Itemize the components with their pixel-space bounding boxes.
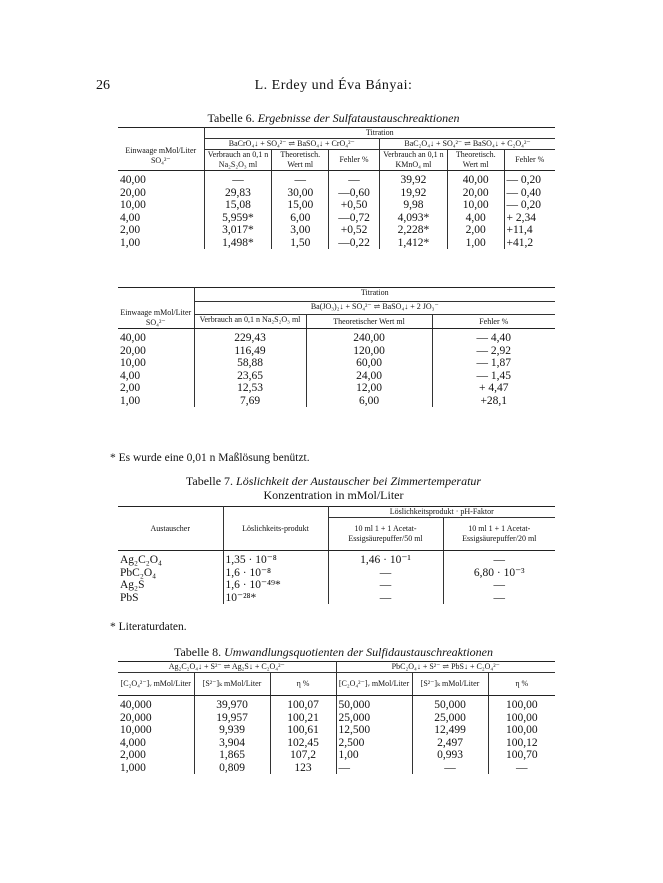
table6b-group-header: Titration [194, 288, 555, 302]
running-title: L. Erdey und Éva Bányai: [254, 78, 413, 93]
table-cell: 7,69 [194, 395, 306, 408]
page-number: 26 [96, 78, 110, 93]
table-cell: PbS [120, 591, 139, 604]
table-cell: 3,00 [272, 224, 329, 237]
table-cell: 1,6 · 10⁻⁴⁹* [223, 579, 328, 592]
table-cell: 107,2 [270, 749, 336, 762]
table-cell: — 4,40 [432, 329, 555, 345]
table-row [118, 329, 555, 345]
table-row [118, 737, 555, 750]
table-row [118, 551, 555, 567]
table-cell: — [443, 551, 555, 567]
table6-col-theor-left: Theoretisch. Wert ml [272, 150, 329, 171]
table-cell: 12,00 [306, 382, 432, 395]
table7-footnote: * Literaturdaten. [110, 621, 187, 633]
table-cell: — [204, 171, 272, 187]
table8-col-s-right: [S²⁻]ₖ mMol/Liter [412, 673, 488, 696]
table-cell: 1,498* [204, 237, 272, 250]
table-cell: 0,809 [194, 762, 270, 775]
table-cell: + 4,47 [432, 382, 555, 395]
table6-col-fehler-left: Fehler % [329, 150, 380, 171]
table7-caption: Tabelle 7. Löslichkeit der Austauscher bei Zimmertemperatur [185, 474, 482, 488]
table-cell: 120,00 [306, 345, 432, 358]
table-row [118, 357, 555, 370]
table-row [118, 762, 555, 775]
table-cell: 1,46 · 10⁻¹ [328, 551, 443, 567]
table-cell: 4,00 [120, 369, 141, 382]
table7-col-puffer-50: 10 ml 1 + 1 Acetat-Essigsäurepuffer/50 ml [328, 518, 443, 551]
table-cell: 30,00 [272, 187, 329, 200]
table-cell: 4,093* [379, 212, 447, 225]
table6b-col-fehler: Fehler % [432, 315, 555, 329]
table-row [118, 724, 555, 737]
table-cell: 10⁻²⁸* [223, 592, 328, 605]
table-cell: +0,52 [329, 224, 380, 237]
table-cell: +41,2 [504, 237, 555, 250]
table-cell: — 1,87 [432, 357, 555, 370]
table-cell: — [328, 579, 443, 592]
table-cell: PbC₂O₄ [120, 566, 157, 579]
table-cell: 1,00 [120, 236, 141, 249]
table-cell: 2,00 [447, 224, 504, 237]
table6b-einwaage-header: Einwaage mMol/Liter SO₄²⁻ [118, 288, 194, 329]
table7 [118, 506, 555, 604]
table6b [118, 287, 555, 407]
table-cell: 4,00 [120, 211, 141, 224]
table-row [118, 579, 555, 592]
table-cell: — 0,20 [504, 199, 555, 212]
table-cell: 116,49 [194, 345, 306, 358]
table-cell: +0,50 [329, 199, 380, 212]
table-cell: 1,50 [272, 237, 329, 250]
table-cell: — [443, 592, 555, 605]
table6b-col-verbrauch: Verbrauch an 0,1 n Na₂S₂O₃ ml [194, 315, 306, 329]
table-row [118, 592, 555, 605]
table-cell: 6,80 · 10⁻³ [443, 567, 555, 580]
table8-col-c2o4-left: [C₂O₄²⁻]ᵥ mMol/Liter [118, 673, 194, 696]
table-cell: +11,4 [504, 224, 555, 237]
table-row [118, 237, 555, 250]
table-cell: 15,00 [272, 199, 329, 212]
table8-col-eta-left: η % [270, 673, 336, 696]
table-cell: 3,017* [204, 224, 272, 237]
table-cell: 1,412* [379, 237, 447, 250]
table-cell: 240,00 [306, 329, 432, 345]
table-cell: 2,497 [412, 737, 488, 750]
table-cell: 1,00 [336, 749, 412, 762]
table-cell: — [443, 579, 555, 592]
table-cell: — [336, 762, 412, 775]
table7-subtitle: Konzentration in mMol/Liter [263, 488, 404, 502]
table8-reaction-right: PbC₂O₄↓ + S²⁻ ⇌ PbS↓ + C₂O₄²⁻ [336, 662, 555, 673]
table6b-col-theor: Theoretischer Wert ml [306, 315, 432, 329]
table-row [118, 382, 555, 395]
table-cell: 1,6 · 10⁻⁸ [223, 567, 328, 580]
table-row [118, 224, 555, 237]
table-cell: 19,92 [379, 187, 447, 200]
table-cell: 2,00 [120, 382, 141, 394]
table6-einwaage-header: Einwaage mMol/Liter SO₄²⁻ [118, 128, 204, 171]
table-cell: 6,00 [272, 212, 329, 225]
table-cell: 40,00 [120, 332, 146, 344]
table-cell: 2,000 [120, 749, 146, 761]
table6-group-header: Titration [204, 128, 555, 139]
table-cell: 100,61 [270, 724, 336, 737]
table6-col-fehler-right: Fehler % [504, 150, 555, 171]
table-cell: 100,00 [488, 712, 555, 725]
table-row [118, 696, 555, 712]
table-cell: —0,72 [329, 212, 380, 225]
table8-col-s-left: [S²⁻]ₖ mMol/Liter [194, 673, 270, 696]
table-cell: 12,500 [336, 724, 412, 737]
table6-col-verbrauch-left: Verbrauch an 0,1 n Na₂S₂O₃ ml [204, 150, 272, 171]
table-cell: 24,00 [306, 370, 432, 383]
table6-reaction-right: BaC₂O₄↓ + SO₄²⁻ ⇌ BaSO₄↓ + C₂O₄²⁻ [379, 139, 555, 150]
table-row [118, 712, 555, 725]
table-row [118, 567, 555, 580]
table-cell: 1,35 · 10⁻⁸ [223, 551, 328, 567]
table-cell: 100,07 [270, 696, 336, 712]
table-cell: — 0,20 [504, 171, 555, 187]
table7-col-puffer-20: 10 ml 1 + 1 Acetat-Essigsäurepuffer/20 ml [443, 518, 555, 551]
table-cell: 29,83 [204, 187, 272, 200]
table-cell: 229,43 [194, 329, 306, 345]
table-cell: 6,00 [306, 395, 432, 408]
table6 [118, 127, 555, 249]
table8-caption: Tabelle 8. Umwandlungsquotienten der Sulfidaustauschreaktionen [173, 645, 493, 659]
table-cell: 1,865 [194, 749, 270, 762]
table-cell: + 2,34 [504, 212, 555, 225]
table8-reaction-left: Ag₂C₂O₄↓ + S²⁻ ⇌ Ag₂S↓ + C₂O₄²⁻ [118, 662, 336, 673]
table-cell: 123 [270, 762, 336, 775]
table-row [118, 370, 555, 383]
table-cell: 100,21 [270, 712, 336, 725]
table-cell: 1,000 [120, 761, 146, 774]
page-header [96, 78, 571, 96]
table8-col-eta-right: η % [488, 673, 555, 696]
table-cell: 5,959* [204, 212, 272, 225]
table-cell: — [272, 171, 329, 187]
table-cell: 50,000 [412, 696, 488, 712]
table6-reaction-left: BaCrO₄↓ + SO₄²⁻ ⇌ BaSO₄↓ + CrO₄²⁻ [204, 139, 379, 150]
table7-col-austauscher: Austauscher [118, 507, 223, 551]
table8-col-c2o4-right: [C₂O₄²⁻]ᵥ mMol/Liter [336, 673, 412, 696]
table6-caption: Tabelle 6. Ergebnisse der Sulfataustauschreaktionen [207, 111, 460, 125]
table-cell: 10,00 [447, 199, 504, 212]
table-cell: 100,12 [488, 737, 555, 750]
table-cell: 10,00 [120, 357, 146, 369]
table-row [118, 395, 555, 408]
table-cell: 20,00 [120, 344, 146, 357]
table-row [118, 212, 555, 225]
table-cell: 58,88 [194, 357, 306, 370]
table-cell: 102,45 [270, 737, 336, 750]
table-row [118, 171, 555, 187]
table-cell: — 2,92 [432, 345, 555, 358]
table-cell: 15,08 [204, 199, 272, 212]
table7-group-header: Löslichkeitsprodukt · pH-Faktor [328, 507, 555, 518]
table-cell: 20,00 [120, 186, 146, 199]
table-cell: 2,00 [120, 224, 141, 236]
table-row [118, 187, 555, 200]
table-cell: 60,00 [306, 357, 432, 370]
table-cell: — 0,40 [504, 187, 555, 200]
table-cell: 12,53 [194, 382, 306, 395]
table6b-reaction: Ba(JO₃)₂↓ + SO₄²⁻ ⇌ BaSO₄↓ + 2 JO₃⁻ [194, 301, 555, 315]
table-cell: 25,000 [412, 712, 488, 725]
table-cell: 1,00 [120, 394, 141, 407]
table-cell: — [328, 567, 443, 580]
table6-col-theor-right: Theoretisch. Wert ml [447, 150, 504, 171]
table-row [118, 749, 555, 762]
table8 [118, 661, 555, 774]
table-cell: 4,000 [120, 736, 146, 749]
table-cell: 50,000 [336, 696, 412, 712]
table-cell: 1,00 [447, 237, 504, 250]
table6-col-verbrauch-right: Verbrauch an 0,1 n KMnO₄ ml [379, 150, 447, 171]
table-cell: 23,65 [194, 370, 306, 383]
table-cell: 0,993 [412, 749, 488, 762]
table-cell: 2,500 [336, 737, 412, 750]
table-cell: 39,92 [379, 171, 447, 187]
table-row [118, 345, 555, 358]
table-cell: 9,939 [194, 724, 270, 737]
table-cell: 20,00 [447, 187, 504, 200]
table-cell: 19,957 [194, 712, 270, 725]
table-cell: +28,1 [432, 395, 555, 408]
table-cell: — 1,45 [432, 370, 555, 383]
table-cell: —0,60 [329, 187, 380, 200]
table-cell: 3,904 [194, 737, 270, 750]
table-cell: — [488, 762, 555, 775]
table-cell: — [328, 592, 443, 605]
table-cell: 20,000 [120, 711, 152, 724]
table-cell: 4,00 [447, 212, 504, 225]
table-row [118, 199, 555, 212]
table-cell: 40,000 [120, 699, 152, 711]
table-cell: 39,970 [194, 696, 270, 712]
table-cell: 12,499 [412, 724, 488, 737]
table-cell: — [412, 762, 488, 775]
table-cell: 10,00 [120, 199, 146, 211]
table-cell: 100,70 [488, 749, 555, 762]
table-cell: 25,000 [336, 712, 412, 725]
table-cell: 40,00 [120, 174, 146, 186]
table-cell: — [329, 171, 380, 187]
table-cell: 10,000 [120, 724, 152, 736]
table-cell: 9,98 [379, 199, 447, 212]
table-cell: Ag₂C₂O₄ [120, 554, 163, 566]
table6-footnote: * Es wurde eine 0,01 n Maßlösung benützt. [110, 452, 310, 464]
table7-col-loeslichkeit: Löslichkeits-produkt [223, 507, 328, 551]
table-cell: 100,00 [488, 696, 555, 712]
table-cell: —0,22 [329, 237, 380, 250]
table-cell: 40,00 [447, 171, 504, 187]
table-cell: 2,228* [379, 224, 447, 237]
table-cell: 100,00 [488, 724, 555, 737]
table-cell: Ag₂S [120, 579, 145, 591]
